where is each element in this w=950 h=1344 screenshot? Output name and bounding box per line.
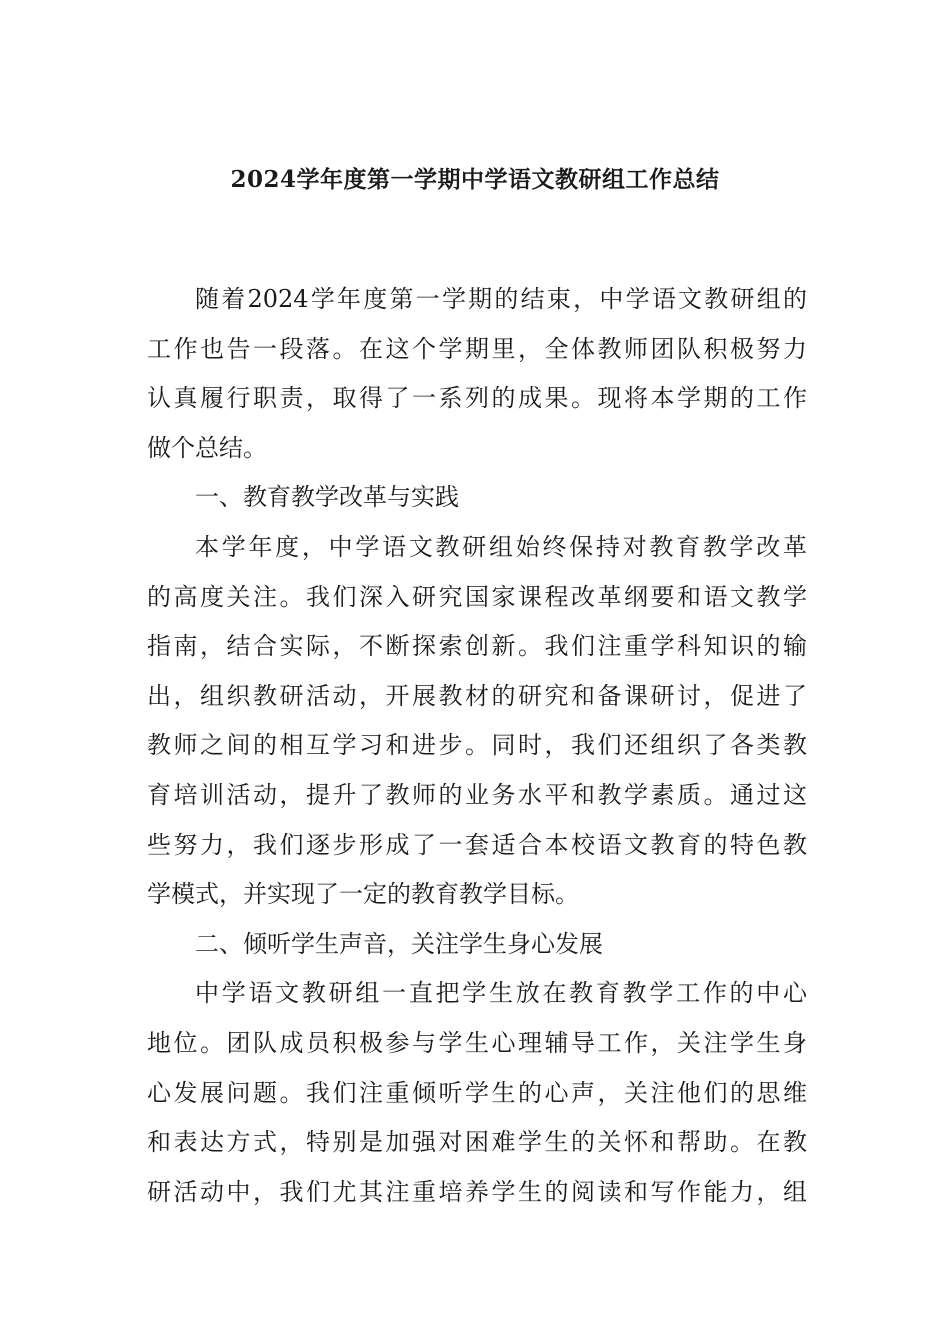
text-line: 心发展问题。我们注重倾听学生的心声，关注他们的思维 — [147, 1078, 807, 1107]
text-line: 指南，结合实际，不断探索创新。我们注重学科知识的输 — [147, 632, 807, 661]
text-line: 地位。团队成员积极参与学生心理辅导工作，关注学生身 — [147, 1028, 807, 1057]
text-line: 中学语文教研组一直把学生放在教育教学工作的中心 — [195, 979, 807, 1008]
text-line: 出，组织教研活动，开展教材的研究和备课研讨，促进了 — [147, 681, 807, 710]
text-line: 做个总结。 — [147, 433, 267, 462]
text-line: 的高度关注。我们深入研究国家课程改革纲要和语文教学 — [147, 582, 807, 611]
text-line: 些努力，我们逐步形成了一套适合本校语文教育的特色教 — [147, 830, 807, 859]
text-line: 一、教育教学改革与实践 — [195, 483, 459, 512]
text-line: 教师之间的相互学习和进步。同时，我们还组织了各类教 — [147, 731, 807, 760]
text-line: 育培训活动，提升了教师的业务水平和教学素质。通过这 — [147, 780, 807, 809]
document-title: 2024学年度第一学期中学语文教研组工作总结 — [230, 166, 720, 193]
text-line: 研活动中，我们尤其注重培养学生的阅读和写作能力，组 — [147, 1177, 807, 1206]
text-line: 学模式，并实现了一定的教育教学目标。 — [147, 880, 579, 909]
text-line: 本学年度，中学语文教研组始终保持对教育教学改革 — [195, 532, 807, 561]
text-line: 二、倾听学生声音，关注学生身心发展 — [195, 929, 603, 958]
document-body — [147, 275, 807, 1217]
text-line: 随着2024学年度第一学期的结束，中学语文教研组的 — [195, 285, 807, 313]
text-line: 认真履行职责，取得了一系列的成果。现将本学期的工作 — [147, 384, 807, 413]
text-line: 工作也告一段落。在这个学期里，全体教师团队积极努力 — [147, 334, 807, 363]
text-line: 和表达方式，特别是加强对困难学生的关怀和帮助。在教 — [147, 1128, 807, 1157]
